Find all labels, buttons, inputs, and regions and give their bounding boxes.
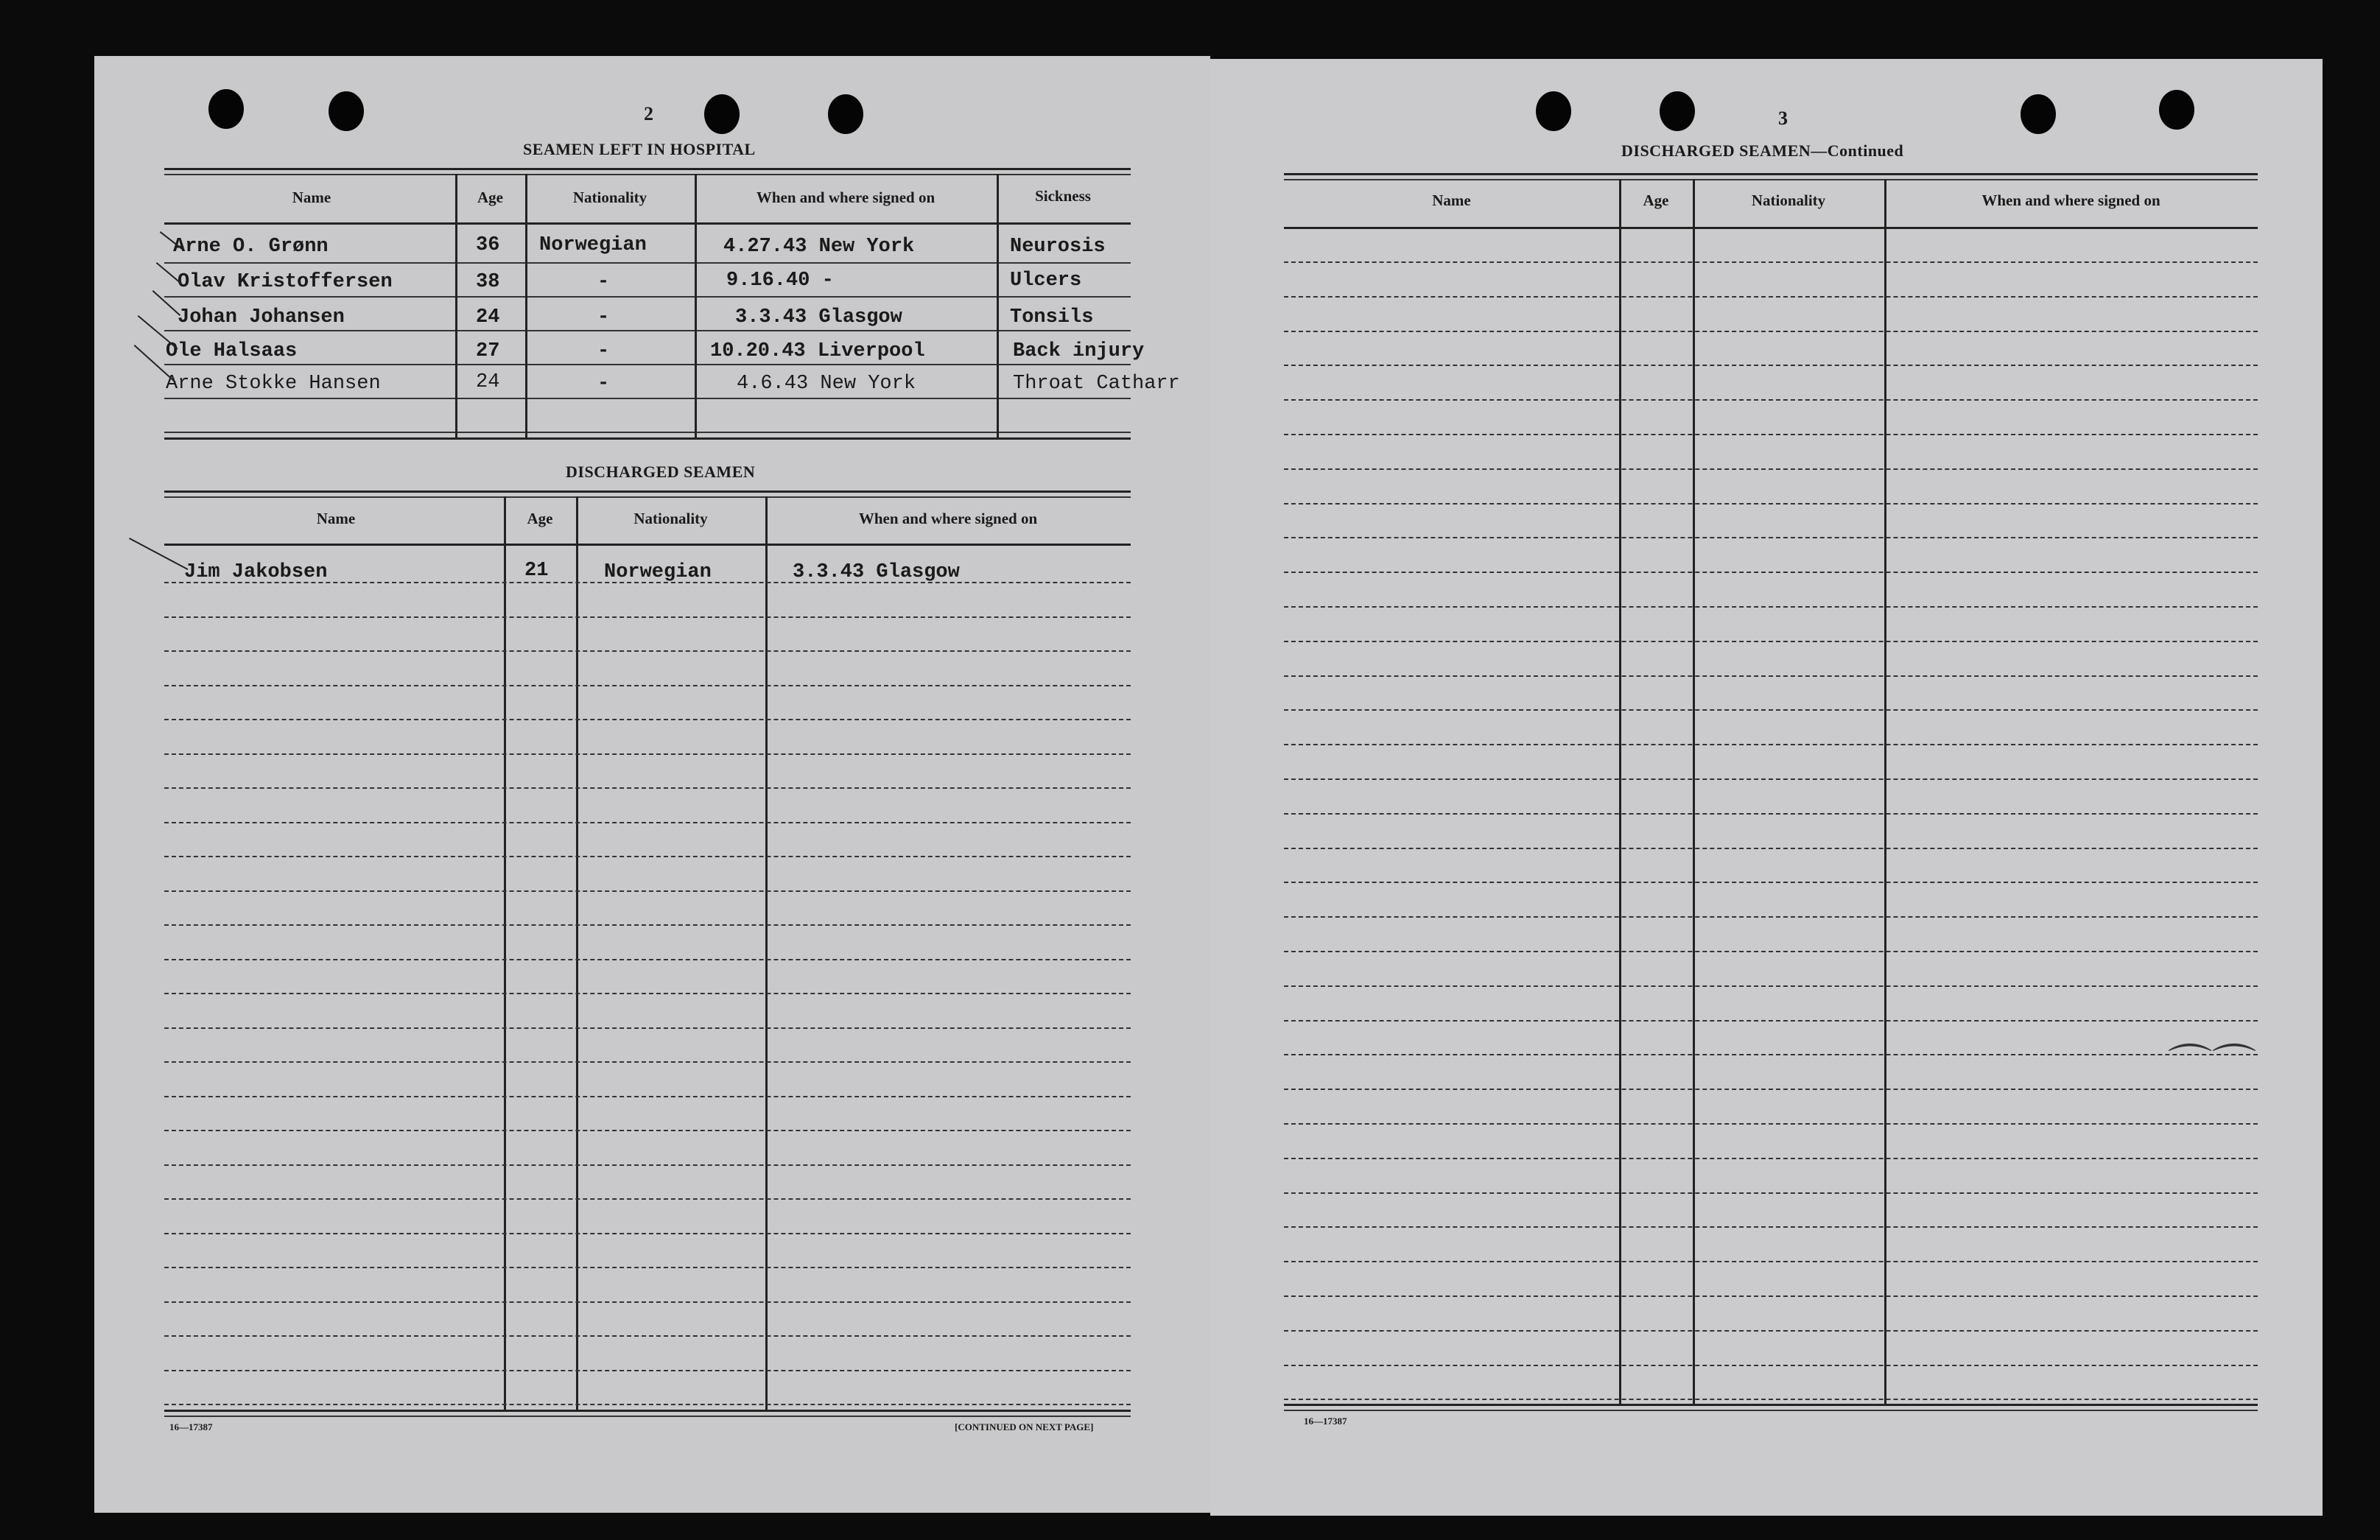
form-number: 16—17387 xyxy=(169,1421,213,1432)
column-header-age: Age xyxy=(477,189,503,206)
punch-hole xyxy=(208,89,244,129)
ruled-line xyxy=(164,959,1131,960)
table-rule xyxy=(164,168,1131,170)
ruled-line xyxy=(164,1335,1131,1337)
ruled-line xyxy=(1284,778,2258,780)
check-mark xyxy=(129,538,188,570)
column-divider xyxy=(455,174,457,437)
seaman-age: 36 xyxy=(476,234,500,256)
column-header-nationality: Nationality xyxy=(1751,191,1826,209)
seaman-nationality: Norwegian xyxy=(604,561,712,583)
punch-hole xyxy=(2021,94,2056,134)
column-divider xyxy=(1619,179,1621,1404)
ruled-line xyxy=(1284,675,2258,677)
seaman-nationality: - xyxy=(597,373,610,395)
ruled-line xyxy=(1284,537,2258,538)
handwritten-mark: ⌒⌒ xyxy=(2168,1041,2256,1092)
ruled-line xyxy=(1284,1020,2258,1022)
column-divider xyxy=(1884,179,1886,1404)
seaman-name: Arne Stokke Hansen xyxy=(166,373,381,395)
ruled-line xyxy=(1284,1123,2258,1125)
column-header-signed-on: When and where signed on xyxy=(756,189,935,206)
table-rule xyxy=(1284,227,2258,229)
discharged-section-title: DISCHARGED SEAMEN xyxy=(566,463,756,481)
ruled-line xyxy=(1284,1226,2258,1228)
punch-hole xyxy=(828,94,863,134)
table-rule xyxy=(164,222,1131,225)
check-mark xyxy=(138,315,178,350)
ruled-line xyxy=(1284,882,2258,883)
seaman-signed-on: 3.3.43 Glasgow xyxy=(793,561,960,583)
table-rule xyxy=(1284,179,2258,180)
ruled-line xyxy=(1284,641,2258,642)
ruled-line xyxy=(1284,1295,2258,1297)
ruled-line xyxy=(164,753,1131,755)
ruled-line xyxy=(1284,1089,2258,1090)
table-rule xyxy=(164,491,1131,493)
ruled-line xyxy=(1284,434,2258,435)
ruled-line xyxy=(1284,468,2258,470)
ruled-line xyxy=(1284,744,2258,745)
ruled-line xyxy=(164,1370,1131,1371)
table-rule xyxy=(164,1410,1131,1412)
ruled-line xyxy=(1284,296,2258,298)
column-header-age: Age xyxy=(1643,191,1669,209)
seaman-age: 24 xyxy=(476,306,500,328)
punch-hole xyxy=(329,91,364,131)
ruled-line xyxy=(1284,1365,2258,1366)
seaman-age: 21 xyxy=(524,560,549,582)
seaman-signed-on: 4.6.43 New York xyxy=(737,373,916,395)
ruled-line xyxy=(164,616,1131,618)
ruled-line xyxy=(1284,503,2258,504)
ruled-line xyxy=(164,1164,1131,1166)
ruled-line xyxy=(1284,1261,2258,1262)
punch-hole xyxy=(704,94,740,134)
ruled-line xyxy=(164,1301,1131,1303)
ruled-line xyxy=(1284,572,2258,573)
punch-hole xyxy=(1660,91,1695,131)
column-header-age: Age xyxy=(527,510,553,527)
column-divider xyxy=(765,496,768,1410)
ruled-line xyxy=(1284,331,2258,332)
table-rule xyxy=(164,262,1131,264)
seaman-age: 38 xyxy=(476,271,500,293)
table-rule xyxy=(1284,1404,2258,1406)
seaman-age: 27 xyxy=(476,340,500,362)
ruled-line xyxy=(1284,985,2258,987)
seaman-name: Johan Johansen xyxy=(178,306,345,328)
ruled-line xyxy=(164,1404,1131,1405)
ruled-line xyxy=(164,719,1131,720)
ruled-line xyxy=(1284,951,2258,952)
ruled-line xyxy=(1284,261,2258,263)
punch-hole xyxy=(1536,91,1571,131)
check-mark xyxy=(152,290,180,316)
seaman-nationality: - xyxy=(597,306,610,328)
form-number: 16—17387 xyxy=(1304,1416,1347,1427)
right-section-title: DISCHARGED SEAMEN—Continued xyxy=(1621,141,1904,160)
ruled-line xyxy=(1284,1330,2258,1332)
column-header-name: Name xyxy=(292,189,331,206)
ruled-line xyxy=(1284,399,2258,401)
page-number: 3 xyxy=(1778,108,1788,129)
column-header-sickness: Sickness xyxy=(1035,187,1091,205)
ruled-line xyxy=(164,1233,1131,1234)
ruled-line xyxy=(1284,916,2258,918)
seaman-sickness: Back injury xyxy=(1013,340,1145,362)
continued-note: [CONTINUED ON NEXT PAGE] xyxy=(955,1421,1094,1432)
punch-hole xyxy=(2159,90,2194,130)
table-rule xyxy=(1284,1410,2258,1411)
hospital-section-title: SEAMEN LEFT IN HOSPITAL xyxy=(523,140,756,158)
ruled-line xyxy=(1284,848,2258,849)
seaman-signed-on: 3.3.43 Glasgow xyxy=(735,306,902,328)
table-rule xyxy=(1284,173,2258,175)
ruled-line xyxy=(164,1027,1131,1029)
column-divider xyxy=(997,174,999,437)
table-rule xyxy=(164,544,1131,546)
seaman-age: 24 xyxy=(476,371,500,393)
table-rule xyxy=(164,437,1131,440)
table-rule xyxy=(164,1416,1131,1417)
seaman-nationality: - xyxy=(597,271,610,293)
seaman-signed-on: 9.16.40 - xyxy=(726,270,834,292)
ruled-line xyxy=(164,822,1131,823)
ruled-line xyxy=(1284,813,2258,815)
ruled-line xyxy=(164,1130,1131,1131)
ruled-line xyxy=(1284,1054,2258,1055)
ruled-line xyxy=(1284,709,2258,711)
ruled-line xyxy=(164,1267,1131,1268)
seaman-sickness: Neurosis xyxy=(1010,236,1106,258)
seaman-name: Ole Halsaas xyxy=(166,340,298,362)
seaman-sickness: Throat Catharr xyxy=(1013,373,1180,395)
table-rule xyxy=(164,296,1131,298)
column-header-nationality: Nationality xyxy=(572,189,647,206)
ruled-line xyxy=(164,890,1131,892)
ruled-line xyxy=(164,924,1131,926)
column-header-name: Name xyxy=(316,510,356,527)
ruled-line xyxy=(164,582,1131,583)
column-divider xyxy=(576,496,578,1410)
seaman-nationality: Norwegian xyxy=(539,234,647,256)
table-rule xyxy=(164,364,1131,365)
table-rule xyxy=(164,174,1131,175)
ruled-line xyxy=(164,856,1131,857)
seaman-sickness: Ulcers xyxy=(1010,270,1082,292)
column-header-signed-on: When and where signed on xyxy=(858,510,1038,527)
seaman-name: Jim Jakobsen xyxy=(184,561,328,583)
right-page xyxy=(1210,59,2323,1516)
table-rule xyxy=(164,496,1131,498)
column-divider xyxy=(695,174,697,437)
left-page xyxy=(94,56,1210,1513)
ruled-line xyxy=(164,787,1131,789)
ruled-line xyxy=(164,685,1131,686)
ruled-line xyxy=(1284,1399,2258,1400)
seaman-nationality: - xyxy=(597,340,610,362)
ruled-line xyxy=(1284,606,2258,608)
ruled-line xyxy=(164,993,1131,994)
table-rule xyxy=(164,330,1131,331)
ruled-line xyxy=(164,650,1131,652)
table-rule xyxy=(164,398,1131,399)
column-header-name: Name xyxy=(1432,191,1471,209)
seaman-name: Olav Kristoffersen xyxy=(178,271,393,293)
column-header-signed-on: When and where signed on xyxy=(1981,191,2160,209)
ruled-line xyxy=(164,1061,1131,1063)
ruled-line xyxy=(164,1096,1131,1097)
page-number: 2 xyxy=(644,103,653,124)
ruled-line xyxy=(1284,365,2258,366)
column-divider xyxy=(1693,179,1695,1404)
column-divider xyxy=(525,174,527,437)
ruled-line xyxy=(164,1198,1131,1200)
seaman-signed-on: 10.20.43 Liverpool xyxy=(710,340,925,362)
table-rule xyxy=(164,432,1131,433)
column-header-nationality: Nationality xyxy=(633,510,708,527)
seaman-name: Arne O. Grønn xyxy=(173,236,329,258)
seaman-sickness: Tonsils xyxy=(1010,306,1094,328)
seaman-signed-on: 4.27.43 New York xyxy=(723,236,915,258)
ruled-line xyxy=(1284,1158,2258,1159)
ruled-line xyxy=(1284,1192,2258,1194)
column-divider xyxy=(504,496,506,1410)
